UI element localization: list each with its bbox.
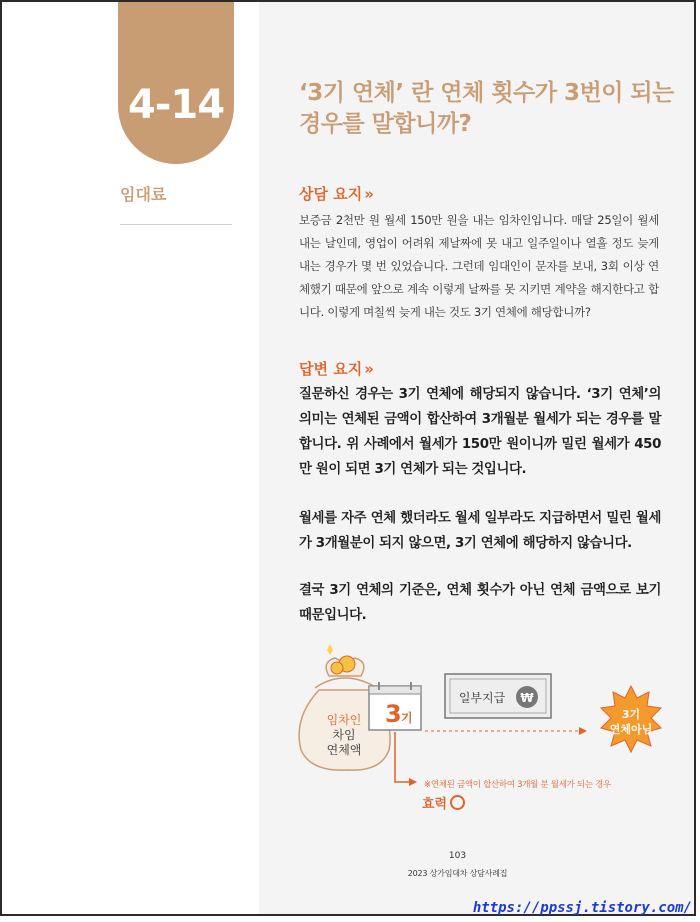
chapter-number: 4-14 xyxy=(127,82,225,128)
arrow-head-icon xyxy=(409,778,417,786)
burst-label: 3기 xyxy=(621,708,641,721)
consult-heading xyxy=(299,183,371,204)
double-chevron-icon: » xyxy=(364,185,371,203)
coin-icon xyxy=(331,662,343,674)
effect-label xyxy=(422,793,465,812)
consult-heading-label: 상담 요지 xyxy=(299,185,363,203)
answer-paragraph: 질문하신 경우는 3기 연체에 해당되지 않습니다. ‘3기 연체’의 의미는 연체된 금액이 합산하여 3개월분 월세가 되는 경우를 말합니다. 위 사례에서 월세가 150만 원이니까 밀린 월세가 450만 원이 되면 3기 연체가 되는 것입니다. xyxy=(299,387,661,477)
category-divider xyxy=(120,224,232,225)
partial-pay-label: 일부지급 xyxy=(458,691,506,705)
illustration-footnote: ※연체된 금액이 합산하여 3개월 분 월세가 되는 경우 xyxy=(424,780,611,790)
calendar-icon xyxy=(369,682,421,730)
burst-label: 연체아님 xyxy=(609,723,653,736)
answer-heading-label: 답변 요지 xyxy=(299,360,363,378)
bag-label: 차임 xyxy=(332,728,356,742)
answer-heading xyxy=(299,358,371,379)
not-overdue-burst-icon xyxy=(601,686,661,752)
consult-body: 보증금 2천만 원 월세 150만 원을 내는 임차인입니다. 매달 25일이 월세 내는 날인데, 영업이 어려워 제날짜에 못 내고 일주일이나 열흘 정도 늦게 내는 경우가 몇 번 있었습니다. 그런데 임대인이 문자를 보내, 3회 이상 연체했기 때문에 앞으로 계속 이렇게 날짜를 못 지키면 계약을 해지한다고 합니다. 이렇게 며칠씩 늦게 내는 것도 3기 연체에 해당합니까? xyxy=(299,213,659,319)
effect-text: 효력 xyxy=(422,797,448,812)
arrow-head-icon xyxy=(579,727,587,735)
calendar-number: 3 xyxy=(385,700,402,728)
answer-paragraph: 결국 3기 연체의 기준은, 연체 횟수가 아닌 연체 금액으로 보기 때문입니다. xyxy=(299,583,661,623)
circle-mark-icon xyxy=(450,795,465,810)
sparkle-icon xyxy=(327,644,333,655)
calendar-unit: 기 xyxy=(401,711,413,725)
bag-label: 임차인 xyxy=(326,713,362,727)
won-symbol: ₩ xyxy=(520,691,534,705)
banknote-icon xyxy=(445,674,551,718)
illustration xyxy=(259,638,694,818)
effect-arrow xyxy=(395,732,411,782)
bag-label: 연체액 xyxy=(326,743,362,757)
book-title: 2023 상가임대차 상담사례집 xyxy=(407,869,508,878)
category-label: 임대료 xyxy=(120,185,167,204)
page-number: 103 xyxy=(448,851,467,861)
double-chevron-icon: » xyxy=(364,360,371,378)
watermark-url[interactable]: https://ppssj.tistory.com/ xyxy=(472,900,692,916)
answer-paragraph: 월세를 자주 연체 했더라도 월세 일부라도 지급하면서 밀린 월세가 3개월분이 되지 않으면, 3기 연체에 해당하지 않습니다. xyxy=(299,511,661,551)
page-title: ‘3기 연체’ 란 연체 횟수가 3번이 되는 경우를 말합니까? xyxy=(299,80,674,137)
